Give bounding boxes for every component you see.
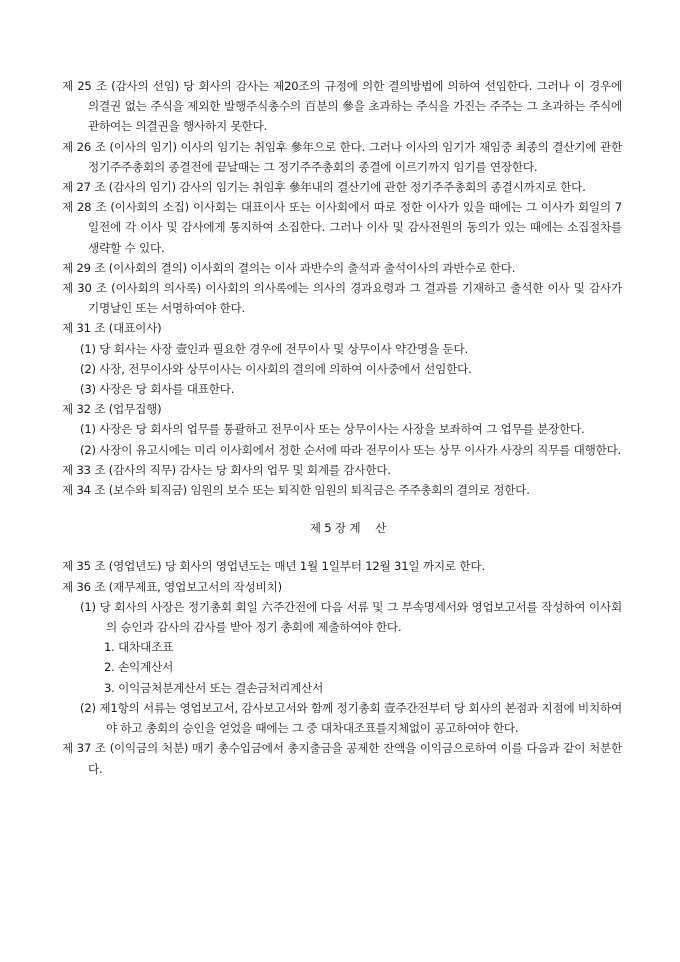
- article-36-item-1: (1) 당 회사의 사장은 정기총회 회일 六주간전에 다음 서류 및 그 부속명세서와 영업보고서를 작성하여 이사회의 승인과 감사의 감사를 받아 정기 총회에 제출하여야 한다.: [80, 599, 622, 635]
- article-30: 제 30 조 (이사회의 의사록) 이사회의 의사록에는 의사의 경과요령과 그 결과를 기재하고 출석한 이사 및 감사가 기명날인 또는 서명하여야 한다.: [62, 281, 622, 316]
- article-34: 제 34 조 (보수와 퇴직금) 임원의 보수 또는 퇴직한 임원의 퇴직금은 주주총회의 결의로 정한다.: [62, 483, 530, 498]
- article-31-item-1: (1) 당 회사는 사장 壹인과 필요한 경우에 전무이사 및 상무이사 약간명을 둔다.: [80, 341, 469, 356]
- article-36-item-2: (2) 제1항의 서류는 영업보고서, 감사보고서와 함께 정기총회 壹주간전부터 당 회사의 본점과 지점에 비치하여야 하고 총회의 승인을 얻었을 때에는 그 중 대차대조표를지체없이 공고하여야 한다.: [80, 700, 622, 736]
- article-36-sub-item-1: 1. 대차대조표: [104, 640, 174, 655]
- article-33: 제 33 조 (감사의 직무) 감사는 당 회사의 업무 및 회계를 감사한다.: [62, 462, 391, 477]
- article-27: 제 27 조 (감사의 임기) 감사의 임기는 취임후 參年내의 결산기에 관한 정기주주총회의 종결시까지로 한다.: [62, 180, 586, 195]
- article-26: 제 26 조 (이사의 임기) 이사의 임기는 취임후 參年으로 한다. 그러나 이사의 임기가 재임중 최종의 결산기에 관한 정기주주총회의 종결전에 끝날때는 그 정기주주총회의 종결에 이르기까지 임기를 연장한다.: [62, 139, 622, 174]
- article-36-heading: 제 36 조 (재무제표, 영업보고서의 작성비치): [62, 579, 282, 594]
- article-25: 제 25 조 (감사의 선임) 당 회사의 감사는 제20조의 규정에 의한 결의방법에 의하여 선임한다. 그러나 이 경우에 의결권 없는 주식을 제외한 발행주식총수의 百분의 參을 초과하는 주식을 가진는 주주는 그 초과하는 주식에 관하여는 의결권을 행사하지 못한다.: [62, 79, 622, 134]
- article-35: 제 35 조 (영업년도) 당 회사의 영업년도는 매년 1월 1일부터 12월 31일 까지로 한다.: [62, 559, 485, 574]
- article-28: 제 28 조 (이사회의 소집) 이사회는 대표이사 또는 이사회에서 따로 정한 이사가 있을 때에는 그 이사가 회일의 7일전에 각 이사 및 감사에게 통지하여 소집한다. 그러나 이사 및 감사전원의 동의가 있는 때에는 소집절차를 생략할 수 있다.: [62, 200, 622, 255]
- article-36-sub-item-3: 3. 이익금처분계산서 또는 결손금처리계산서: [104, 680, 324, 695]
- article-37: 제 37 조 (이익금의 처분) 매기 총수입금에서 총지출금을 공제한 잔액을 이익금으로하여 이를 다음과 같이 처분한다.: [62, 741, 622, 776]
- article-29: 제 29 조 (이사회의 결의) 이사회의 결의는 이사 과반수의 출석과 출석이사의 과반수로 한다.: [62, 260, 516, 275]
- article-31-heading: 제 31 조 (대표이사): [62, 321, 162, 336]
- article-32-item-2: (2) 사장이 유고시에는 미리 이사회에서 정한 순서에 따라 전무이사 또는 상무 이사가 사장의 직무를 대행한다.: [80, 442, 622, 457]
- article-31-item-3: (3) 사장은 당 회사를 대표한다.: [80, 382, 235, 397]
- article-36-sub-item-2: 2. 손익계산서: [104, 660, 174, 675]
- chapter-title: 제 5 장 계 산: [309, 521, 387, 536]
- article-31-item-2: (2) 사장, 전무이사와 상무이사는 이사회의 결의에 의하여 이사중에서 선임한다.: [80, 361, 472, 376]
- article-32-heading: 제 32 조 (업무집행): [62, 402, 162, 417]
- article-32-item-1: (1) 사장은 당 회사의 업무를 통괄하고 전무이사 또는 상무이사는 사장을 보좌하여 그 업무를 분장한다.: [80, 422, 585, 437]
- articles-document: [62, 76, 622, 779]
